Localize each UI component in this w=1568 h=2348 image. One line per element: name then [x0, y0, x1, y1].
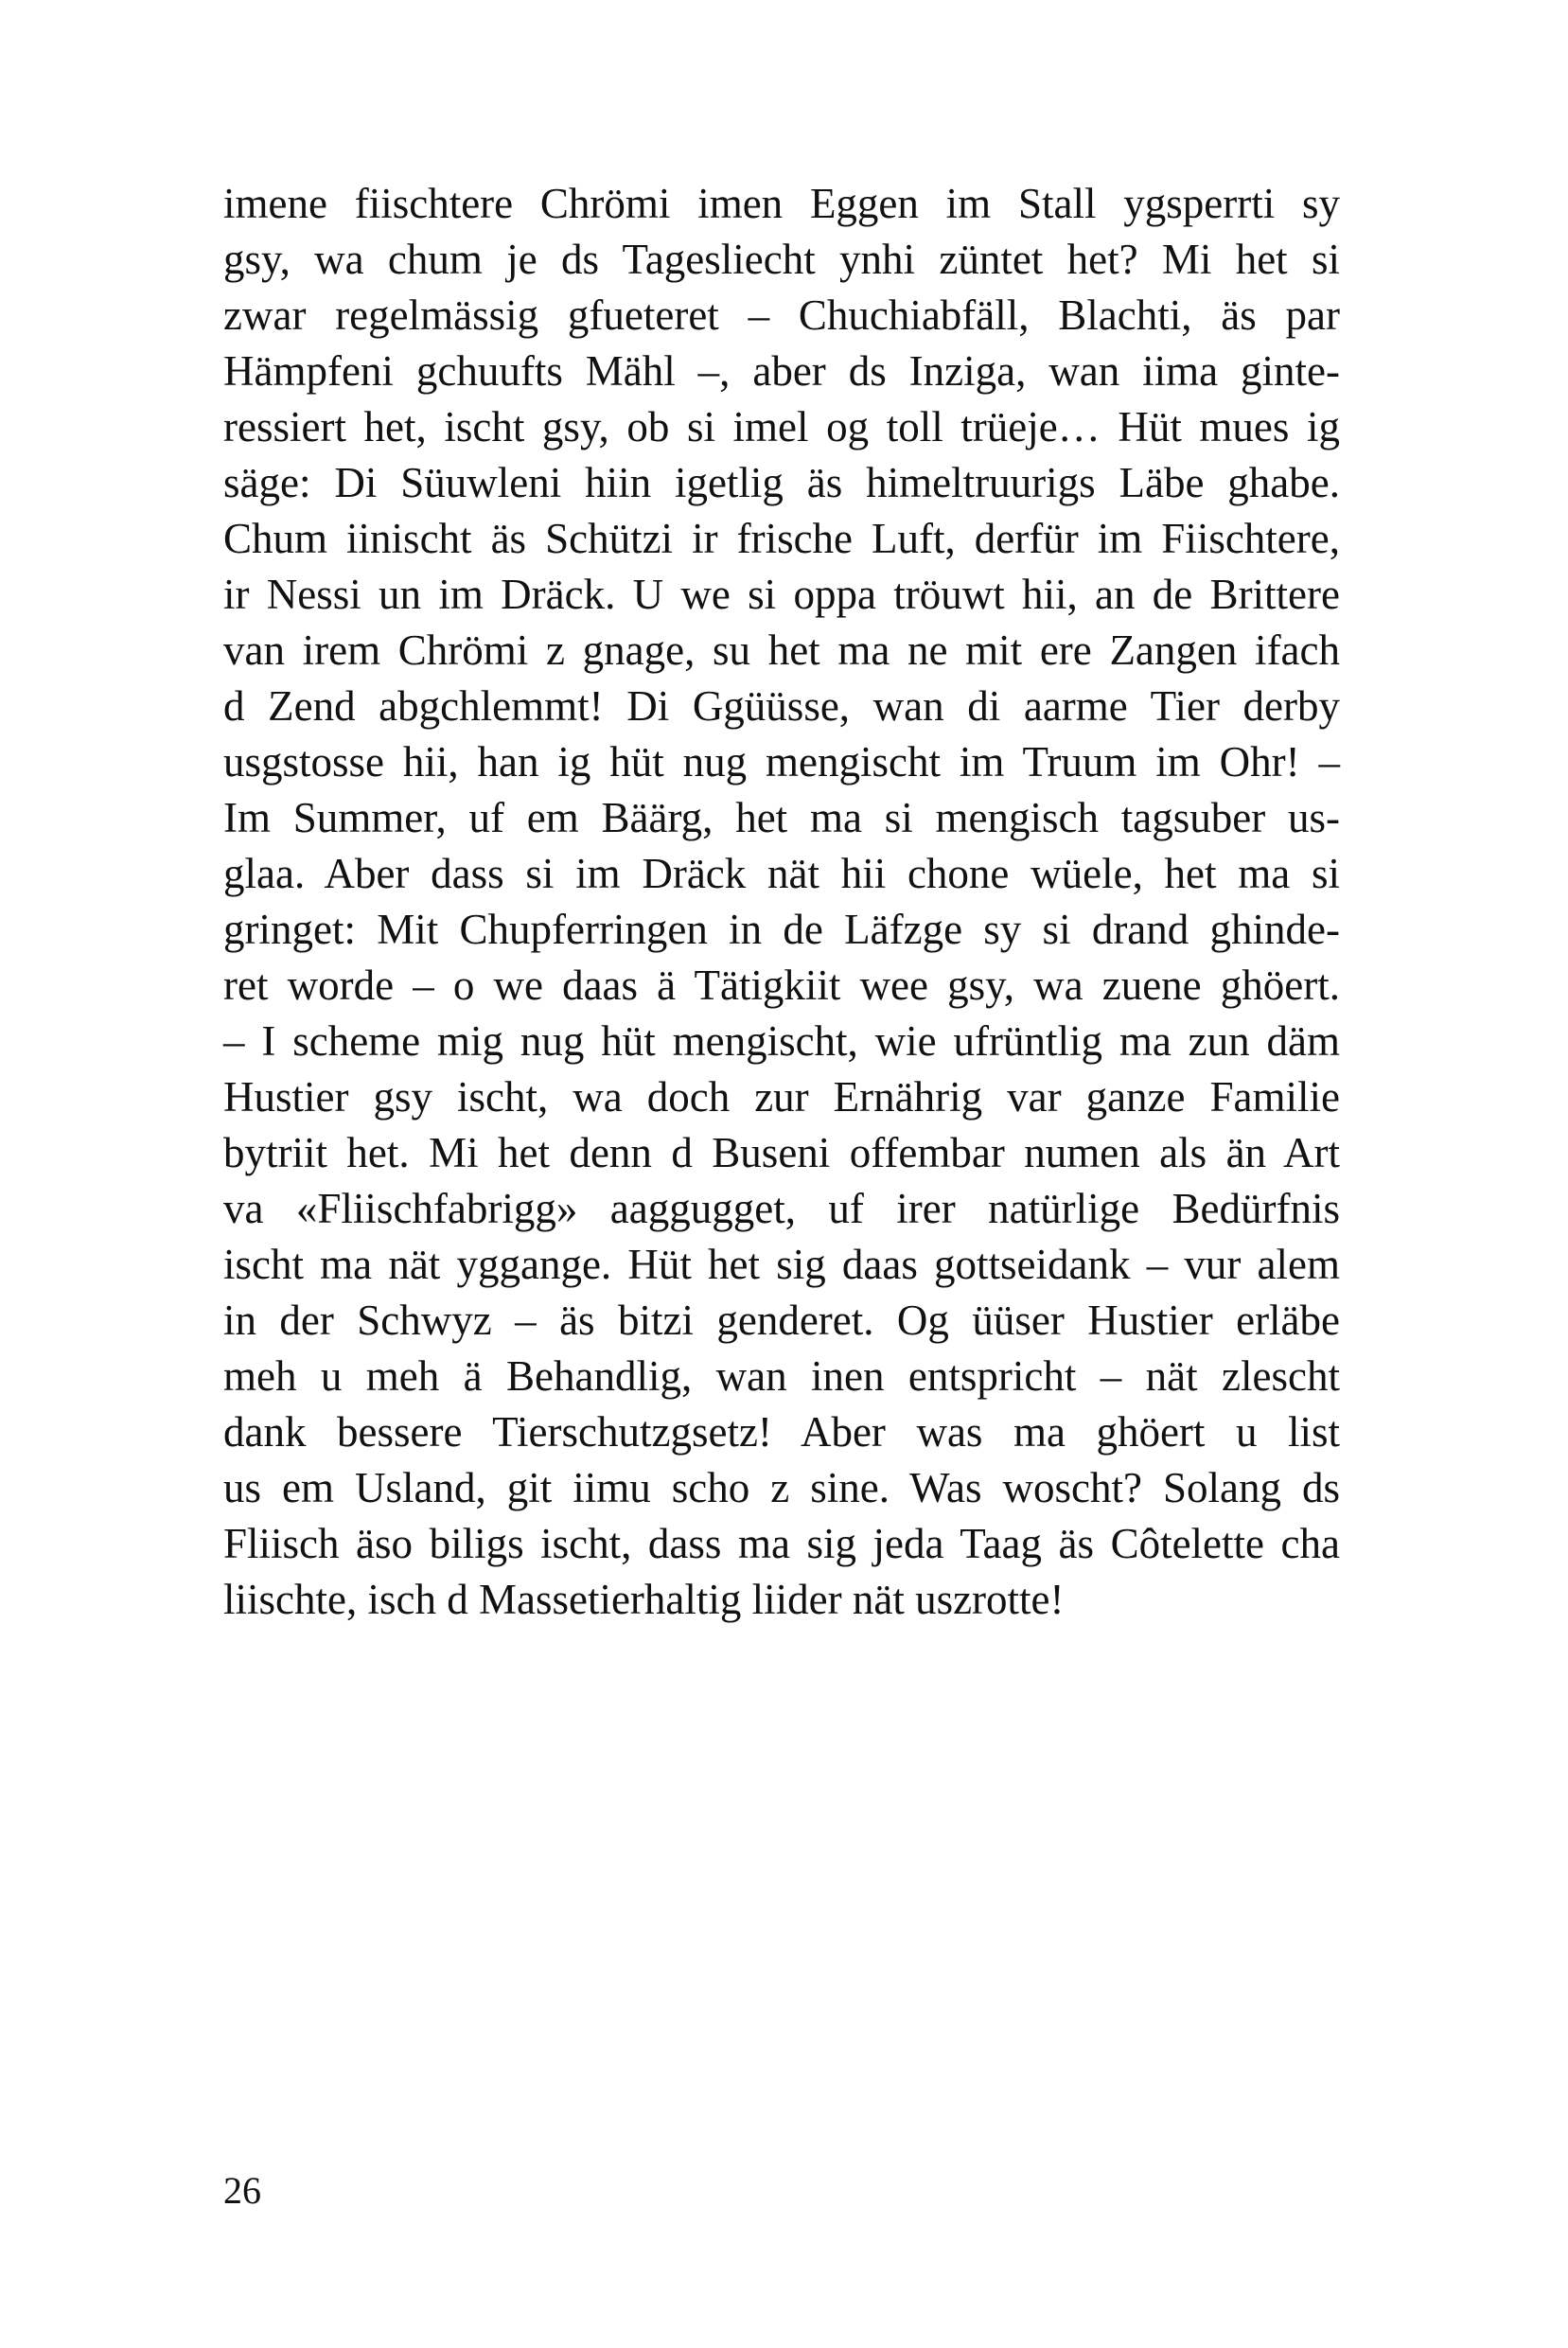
text-line: imene fiischtere Chrömi imen Eggen im Stall ygsperrti sy — [223, 180, 1340, 227]
text-line: liischte, isch d Massetierhaltig liider nät uszrotte! — [223, 1576, 1065, 1623]
text-line: d Zend abgchlemmt! Di Ggüüsse, wan di aarme Tier derby — [223, 682, 1340, 730]
text-line: Im Summer, uf em Bäärg, het ma si mengisch tagsuber us- — [223, 794, 1340, 841]
text-line: ret worde – o we daas ä Tätigkiit wee gsy, wa zuene ghöert. — [223, 962, 1340, 1009]
text-line: Fliisch äso biligs ischt, dass ma sig jeda Taag äs Côtelette cha — [223, 1520, 1340, 1567]
text-line: meh u meh ä Behandlig, wan inen entspricht – nät zlescht — [223, 1352, 1340, 1400]
text-line: ischt ma nät yggange. Hüt het sig daas gottseidank – vur alem — [223, 1241, 1340, 1288]
text-line: zwar regelmässig gfueteret – Chuchiabfäll, Blachti, äs par — [223, 291, 1340, 339]
text-line: van irem Chrömi z gnage, su het ma ne mit ere Zangen ifach — [223, 627, 1340, 674]
text-line: dank bessere Tierschutzgsetz! Aber was ma ghöert u list — [223, 1408, 1340, 1456]
page-number: 26 — [223, 2169, 261, 2212]
text-line: gsy, wa chum je ds Tagesliecht ynhi züntet het? Mi het si — [223, 236, 1340, 283]
text-line: Chum iinischt äs Schützi ir frische Luft, derfür im Fiischtere, — [223, 515, 1340, 562]
text-line: usgstosse hii, han ig hüt nug mengischt im Truum im Ohr! – — [223, 738, 1340, 786]
text-line: bytriit het. Mi het denn d Buseni offembar numen als än Art — [223, 1129, 1340, 1176]
text-line: us em Usland, git iimu scho z sine. Was woscht? Solang ds — [223, 1464, 1340, 1511]
text-line: säge: Di Süuwleni hiin igetlig äs himeltruurigs Läbe ghabe. — [223, 459, 1340, 506]
text-line: ir Nessi un im Dräck. U we si oppa tröuwt hii, an de Brittere — [223, 571, 1340, 618]
body-text — [223, 176, 1340, 1628]
text-line: glaa. Aber dass si im Dräck nät hii chone wüele, het ma si — [223, 850, 1340, 897]
text-line: va «Fliischfabrigg» aaggugget, uf irer natürlige Bedürfnis — [223, 1185, 1340, 1232]
text-line: – I scheme mig nug hüt mengischt, wie ufrüntlig ma zun däm — [223, 1017, 1340, 1065]
text-line: Hustier gsy ischt, wa doch zur Ernährig var ganze Familie — [223, 1073, 1340, 1121]
text-line: Hämpfeni gchuufts Mähl –, aber ds Inziga, wan iima ginte- — [223, 347, 1340, 395]
text-line: ressiert het, ischt gsy, ob si imel og toll trüeje… Hüt mues ig — [223, 403, 1340, 450]
text-line: in der Schwyz – äs bitzi genderet. Og üüser Hustier erläbe — [223, 1297, 1340, 1344]
text-line: gringet: Mit Chupferringen in de Läfzge sy si drand ghinde- — [223, 906, 1340, 953]
